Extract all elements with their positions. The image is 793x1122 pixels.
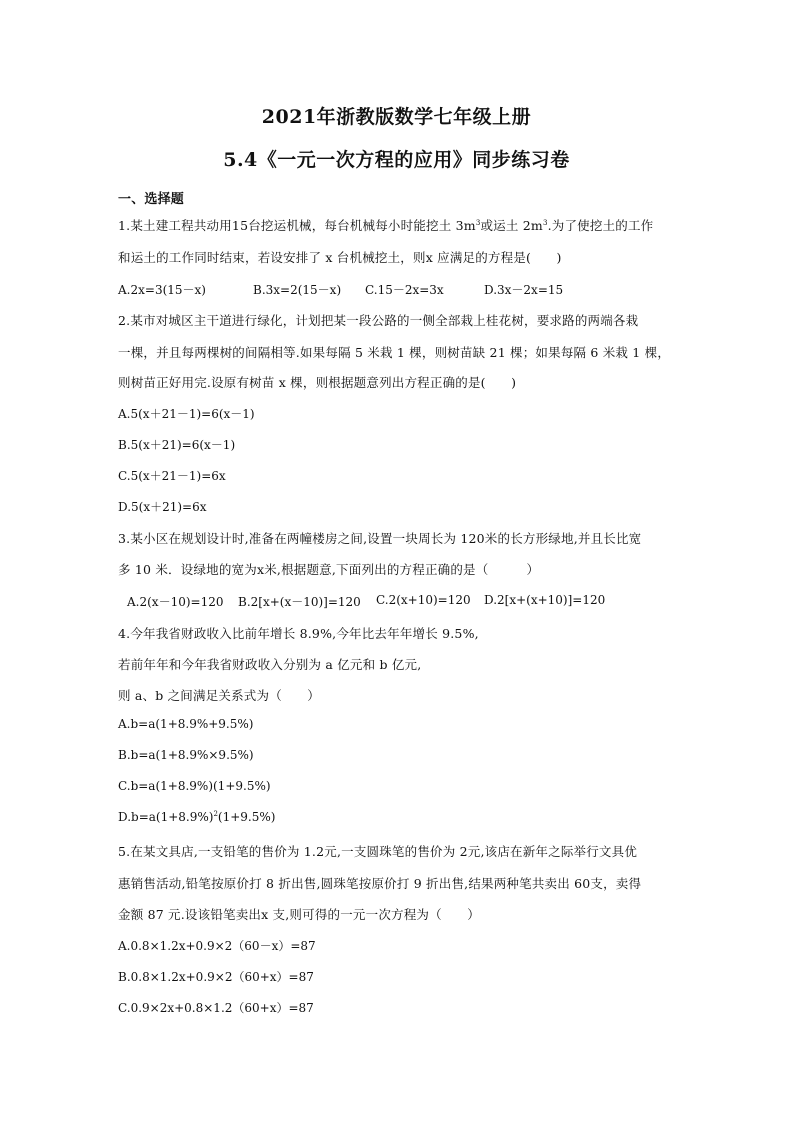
- question-4-line-1: 4.今年我省财政收入比前年增长 8.9%,今年比去年年增长 9.5%,: [118, 626, 479, 641]
- q4-option-d: [118, 810, 275, 824]
- document-title: 2021年浙教版数学七年级上册: [261, 106, 532, 128]
- q1-option-b: B.3x=2(15－x): [253, 283, 342, 297]
- q1-option-d: D.3x－2x=15: [484, 283, 564, 297]
- question-4-line-3: 则 a、b 之间满足关系式为（ ）: [118, 688, 321, 703]
- q3-option-c: C.2(x+10)=120: [376, 593, 471, 607]
- section-heading: 一、选择题: [118, 192, 185, 207]
- question-1-line-2: 和运土的工作同时结束，若设安排了 x 台机械挖土，则x 应满足的方程是( ): [118, 250, 562, 265]
- question-2-line-1: 2.某市对城区主干道进行绿化，计划把某一段公路的一侧全部栽上桂花树，要求路的两端各栽: [118, 313, 639, 328]
- document-subtitle: 5.4《一元一次方程的应用》同步练习卷: [223, 149, 570, 171]
- question-1-line-1: [118, 216, 653, 234]
- q4-option-d-text-2: (1+9.5%): [217, 810, 276, 824]
- q4-option-a: A.b=a(1+8.9%+9.5%): [118, 717, 254, 731]
- question-2-line-2: 一棵，并且每两棵树的间隔相等.如果每隔 5 米栽 1 棵，则树苗缺 21 棵；如果每隔 6 米栽 1 棵，: [118, 345, 671, 360]
- question-2-line-3: 则树苗正好用完.设原有树苗 x 棵，则根据题意列出方程正确的是( ): [118, 375, 517, 390]
- q1-option-c: C.15－2x=3x: [365, 283, 444, 297]
- question-5-line-3: 金额 87 元.设该铅笔卖出x 支,则可得的一元一次方程为（ ）: [118, 907, 480, 922]
- question-5-line-1: 5.在某文具店,一支铅笔的售价为 1.2元,一支圆珠笔的售价为 2元,该店在新年之际举行文具优: [118, 844, 638, 859]
- q4-option-d-sup: 2: [213, 810, 218, 818]
- question-3-line-1: 3.某小区在规划设计时,准备在两幢楼房之间,设置一块周长为 120米的长方形绿地,并且长比宽: [118, 531, 642, 546]
- q4-option-b: B.b=a(1+8.9%×9.5%): [118, 748, 254, 762]
- question-4-line-2: 若前年年和今年我省财政收入分别为 a 亿元和 b 亿元,: [118, 657, 422, 672]
- q5-option-c: C.0.9×2x+0.8×1.2（60+x）=87: [118, 1001, 314, 1015]
- question-5-line-2: 惠销售活动,铅笔按原价打 8 折出售,圆珠笔按原价打 9 折出售,结果两种笔共卖出 60支，卖得: [118, 876, 642, 891]
- q2-option-b: B.5(x＋21)=6(x－1): [118, 438, 236, 452]
- q1-text-a: 1.某土建工程共动用15台挖运机械，每台机械每小时能挖土 3m: [118, 218, 476, 233]
- q2-option-c: C.5(x＋21－1)=6x: [118, 469, 226, 483]
- q5-option-a: A.0.8×1.2x+0.9×2（60－x）=87: [118, 939, 316, 953]
- q1-text-b: 或运土 2m: [480, 218, 543, 233]
- q3-option-d: D.2[x+(x+10)]=120: [484, 593, 606, 607]
- q1-text-c: .为了使挖土的工作: [547, 218, 654, 233]
- q3-option-a: A.2(x－10)=120: [127, 595, 224, 609]
- q3-option-b: B.2[x+(x－10)]=120: [238, 595, 361, 609]
- q1-option-a: A.2x=3(15－x): [118, 283, 206, 297]
- q4-option-d-text-1: D.b=a(1+8.9%): [118, 810, 214, 824]
- q2-option-a: A.5(x＋21－1)=6(x－1): [118, 407, 255, 421]
- q1-sup-1: 3: [475, 218, 481, 227]
- q1-sup-2: 3: [542, 218, 548, 227]
- question-3-line-2: 多 10 米．设绿地的宽为x米,根据题意,下面列出的方程正确的是（ ）: [118, 562, 540, 577]
- q4-option-c: C.b=a(1+8.9%)(1+9.5%): [118, 779, 271, 793]
- q2-option-d: D.5(x＋21)=6x: [118, 500, 207, 514]
- q5-option-b: B.0.8×1.2x+0.9×2（60+x）=87: [118, 970, 314, 984]
